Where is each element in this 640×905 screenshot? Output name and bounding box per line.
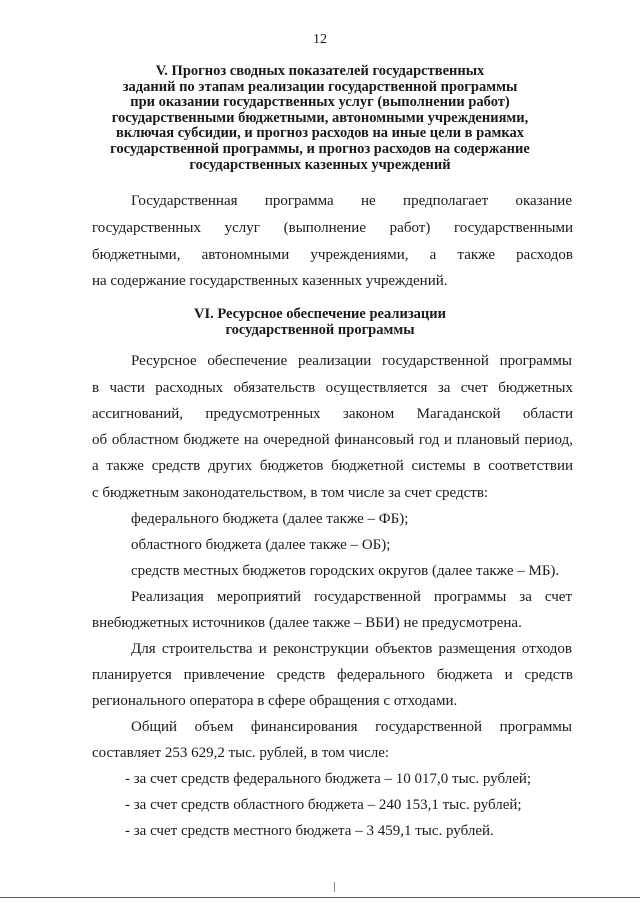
page-number: 12: [313, 32, 327, 47]
list-item: - за счет средств местного бюджета – 3 459,1 тыс. рублей.: [125, 823, 494, 839]
body-line: в части расходных обязательств осуществляется за счет бюджетных: [92, 380, 573, 396]
bottom-divider: [0, 897, 640, 898]
heading-line: государственными бюджетными, автономными учреждениями,: [111, 109, 529, 126]
body-line: Реализация мероприятий государственной программы за счет: [131, 589, 572, 605]
list-item: - за счет средств федерального бюджета – 10 017,0 тыс. рублей;: [125, 771, 532, 787]
body-line: ассигнований, предусмотренных законом Магаданской области: [92, 406, 573, 422]
section-5-heading: [0, 64, 640, 173]
heading-line: при оказании государственных услуг (выполнении работ): [130, 94, 510, 111]
list-item: областного бюджета (далее также – ОБ);: [131, 537, 391, 553]
body-line: Общий объем финансирования государственной программы: [131, 719, 572, 735]
heading-line: заданий по этапам реализации государственной программы: [122, 78, 518, 95]
heading-line: государственных казенных учреждений: [189, 156, 451, 173]
body-line: Для строительства и реконструкции объектов размещения отходов: [131, 641, 572, 657]
heading-line: государственной программы, и прогноз расходов на содержание: [110, 140, 530, 157]
body-line: бюджетными, автономными учреждениями, а также расходов: [92, 247, 573, 263]
body-line: планируется привлечение средств федерального бюджета и средств: [92, 667, 573, 683]
body-line: на содержание государственных казенных учреждений.: [92, 273, 448, 289]
scan-mark: [334, 882, 335, 892]
heading-line: V. Прогноз сводных показателей государственных: [155, 63, 485, 79]
body-line: Ресурсное обеспечение реализации государственной программы: [131, 353, 572, 369]
section-6-heading: [0, 307, 640, 338]
list-item: средств местных бюджетов городских округов (далее также – МБ).: [131, 563, 560, 579]
body-line: а также средств других бюджетов бюджетной системы в соответствии: [92, 458, 573, 474]
body-line: составляет 253 629,2 тыс. рублей, в том числе:: [92, 745, 390, 761]
list-item: - за счет средств областного бюджета – 240 153,1 тыс. рублей;: [125, 797, 522, 813]
list-item: федерального бюджета (далее также – ФБ);: [131, 511, 409, 527]
body-line: регионального оператора в сфере обращения с отходами.: [92, 693, 458, 709]
body-line: об областном бюджете на очередной финансовый год и плановый период,: [92, 432, 573, 448]
heading-line: VI. Ресурсное обеспечение реализации: [194, 306, 446, 322]
heading-line: государственной программы: [225, 321, 415, 338]
heading-line: включая субсидии, и прогноз расходов на иные цели в рамках: [116, 125, 524, 142]
body-line: внебюджетных источников (далее также – ВБИ) не предусмотрена.: [92, 615, 522, 631]
body-line: с бюджетным законодательством, в том числе за счет средств:: [92, 485, 489, 501]
body-line: Государственная программа не предполагает оказание: [131, 193, 572, 209]
body-line: государственных услуг (выполнение работ) государственными: [92, 220, 573, 236]
